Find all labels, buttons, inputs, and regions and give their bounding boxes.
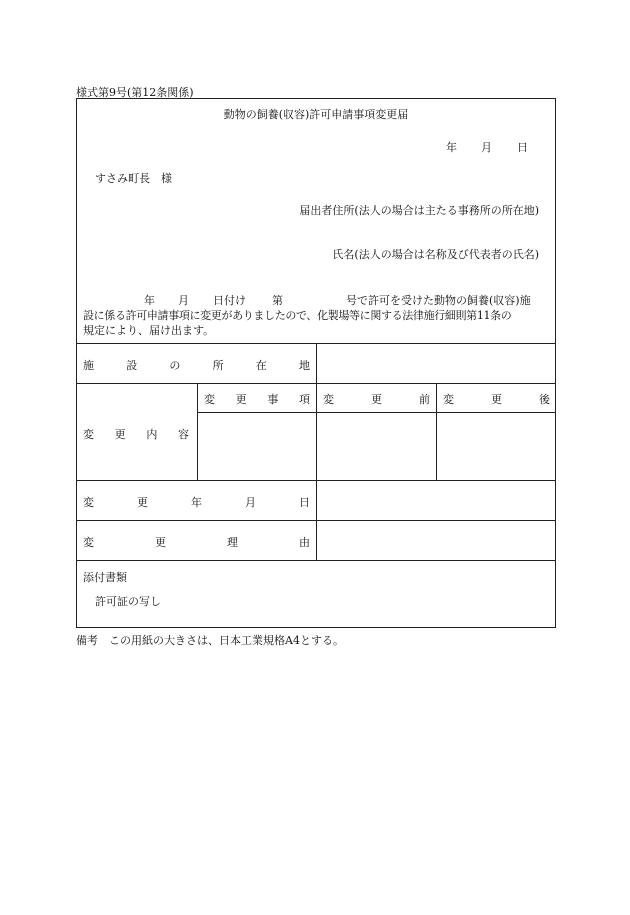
change-date-label: 変 更 年 月 日 (83, 496, 310, 509)
form-title: 動物の飼養(収容)許可申請事項変更届 (223, 108, 409, 121)
facility-location-label: 施 設 の 所 在 地 (83, 359, 310, 372)
statement-line3: 規定により、届け出ます。 (83, 324, 215, 337)
form-number: 様式第9号(第12条関係) (76, 86, 194, 99)
col-line-main (316, 343, 317, 560)
date-month: 月 (481, 141, 492, 154)
addressee: すさみ町長 様 (95, 172, 172, 185)
before-change-header: 変 更 前 (323, 393, 430, 406)
statement-year: 年 (144, 294, 155, 307)
applicant-address-label: 届出者住所(法人の場合は主たる事務所の所在地) (299, 204, 539, 217)
statement-dated: 日付け (213, 294, 246, 307)
statement-line2: 設に係る許可申請事項に変更がありましたので、化製場等に関する法律施行細則第11条の (83, 309, 512, 322)
attachments-heading: 添付書類 (83, 571, 127, 584)
statement-month: 月 (178, 294, 189, 307)
row-line-4 (76, 560, 556, 561)
change-content-label: 変 更 内 容 (83, 428, 189, 441)
statement-number-prefix: 第 (272, 294, 283, 307)
statement-line1-tail: 号で許可を受けた動物の飼養(収容)施 (346, 294, 531, 307)
date-year: 年 (446, 141, 457, 154)
attachments-item: 許可証の写し (95, 595, 161, 608)
date-day: 日 (517, 141, 528, 154)
change-item-header: 変 更 事 項 (204, 393, 310, 406)
after-change-header: 変 更 後 (443, 393, 550, 406)
col-line-item (197, 383, 198, 480)
col-line-after (436, 383, 437, 480)
footnote: 備考 この用紙の大きさは、日本工業規格A4とする。 (76, 634, 344, 647)
row-line-sub (197, 412, 556, 413)
change-reason-label: 変 更 理 由 (83, 536, 310, 549)
applicant-name-label: 氏名(法人の場合は名称及び代表者の氏名) (332, 248, 539, 261)
